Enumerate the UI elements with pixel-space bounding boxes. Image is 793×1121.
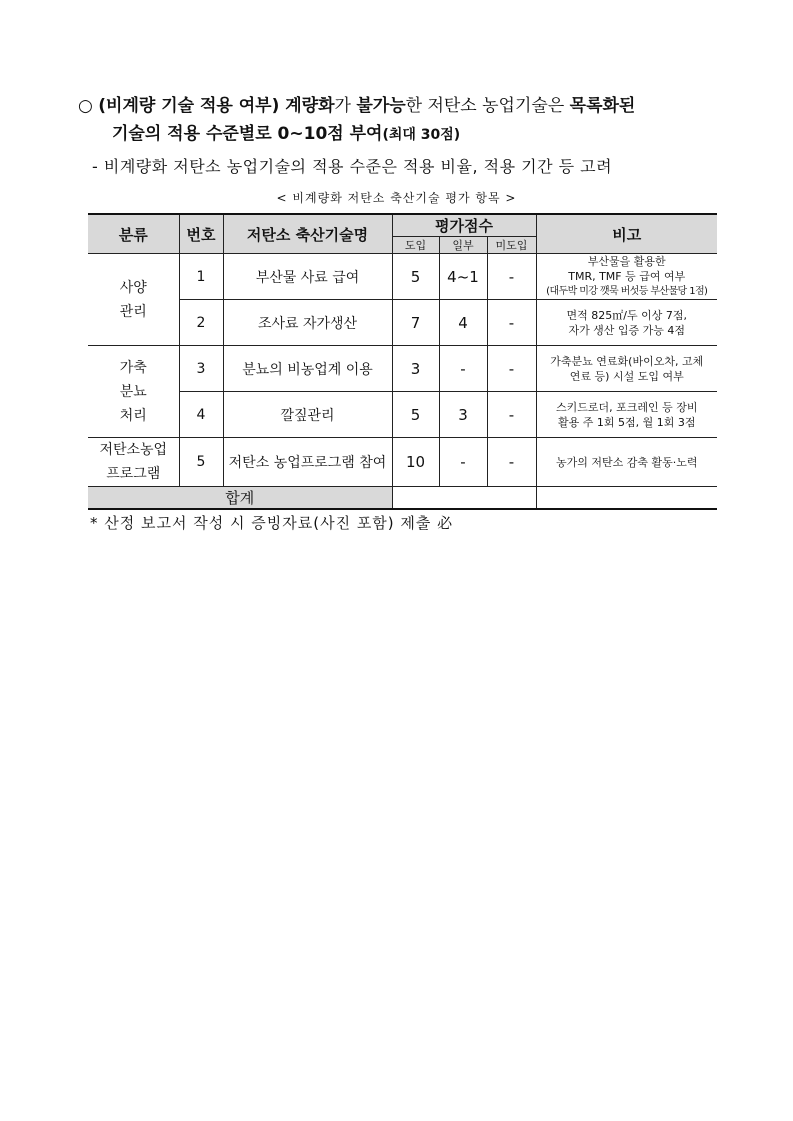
score-partial: -: [439, 438, 487, 487]
footnote: * 산정 보고서 작성 시 증빙자료(사진 포함) 제출 必: [90, 514, 454, 532]
note-cell: [536, 254, 717, 300]
row-number: 2: [179, 300, 223, 346]
score-intro: 3: [392, 346, 439, 392]
table-row: [88, 346, 717, 392]
bullet-emphasis: 불가능: [356, 96, 406, 116]
note-cell: [536, 300, 717, 346]
sub-point: - 비계량화 저탄소 농업기술의 적용 수준은 적용 비율, 적용 기간 등 고려: [92, 157, 613, 176]
note-cell: [536, 438, 717, 487]
note-cell: [536, 346, 717, 392]
score-intro: 5: [392, 392, 439, 438]
note-line: (대두박 미강 깻묵 버섯등 부산물당 1점): [546, 286, 708, 297]
category-cell: [88, 438, 179, 487]
total-score: [392, 487, 536, 510]
note-line: 스키드로더, 포크레인 등 장비: [556, 400, 698, 414]
bullet-line-1: [78, 94, 635, 118]
header-tech-name: 저탄소 축산기술명: [223, 214, 392, 254]
bullet-symbol: ○: [78, 96, 93, 116]
total-note: [536, 487, 717, 510]
tech-name: 분뇨의 비농업계 이용: [223, 346, 392, 392]
total-row: [88, 487, 717, 510]
score-intro: 7: [392, 300, 439, 346]
score-intro: 5: [392, 254, 439, 300]
bullet-emphasis: 목록화된: [569, 96, 636, 116]
score-none: -: [487, 254, 536, 300]
header-score: 평가점수: [392, 214, 536, 237]
header-none: 미도입: [487, 237, 536, 254]
score-none: -: [487, 300, 536, 346]
bullet-emphasis: 기술의 적용 수준별로 0~10점 부여: [112, 124, 383, 144]
total-label: 합계: [88, 487, 392, 510]
bullet-line-2: [112, 122, 460, 147]
score-partial: 4: [439, 300, 487, 346]
note-line: 연료 등) 시설 도입 여부: [569, 369, 684, 383]
table-caption: < 비계량화 저탄소 축산기술 평가 항목 >: [276, 191, 517, 205]
category-label: 저탄소농업 프로그램: [99, 442, 168, 482]
category-cell: [88, 346, 179, 438]
tech-name: 저탄소 농업프로그램 참여: [223, 438, 392, 487]
header-note: 비고: [536, 214, 717, 254]
tech-name: 부산물 사료 급여: [223, 254, 392, 300]
category-cell: [88, 254, 179, 346]
table-row: [88, 254, 717, 300]
note-line: 자가 생산 입증 가능 4점: [568, 323, 686, 337]
score-partial: 3: [439, 392, 487, 438]
note-line: 농가의 저탄소 감축 활동·노력: [556, 455, 698, 469]
note-line: 활용 주 1회 5점, 월 1회 3점: [558, 415, 696, 429]
score-partial: -: [439, 346, 487, 392]
score-none: -: [487, 392, 536, 438]
bullet-heading: (비계량 기술 적용 여부) 계량화: [98, 96, 335, 116]
bullet-max-score: (최대 30점): [382, 127, 461, 143]
score-partial: 4~1: [439, 254, 487, 300]
bullet-text: 한 저탄소 농업기술은: [405, 96, 570, 116]
note-line: 면적 825㎡/두 이상 7점,: [566, 308, 687, 322]
row-number: 3: [179, 346, 223, 392]
evaluation-table: [88, 213, 717, 510]
score-none: -: [487, 438, 536, 487]
bullet-text: 가: [334, 96, 357, 116]
note-line: TMR, TMF 등 급여 여부: [568, 270, 686, 283]
score-intro: 10: [392, 438, 439, 487]
table-row: [88, 392, 717, 438]
category-label: 가축 분뇨 처리: [119, 359, 147, 424]
category-label: 사양 관리: [119, 279, 147, 320]
header-intro: 도입: [392, 237, 439, 254]
note-line: 가축분뇨 연료화(바이오차, 고체: [550, 354, 704, 368]
score-none: -: [487, 346, 536, 392]
row-number: 5: [179, 438, 223, 487]
row-number: 4: [179, 392, 223, 438]
header-partial: 일부: [439, 237, 487, 254]
note-cell: [536, 392, 717, 438]
table-row: [88, 300, 717, 346]
tech-name: 조사료 자가생산: [223, 300, 392, 346]
table-row: [88, 438, 717, 487]
header-category: 분류: [88, 214, 179, 254]
note-line: 부산물을 활용한: [587, 255, 666, 268]
header-number: 번호: [179, 214, 223, 254]
tech-name: 깔짚관리: [223, 392, 392, 438]
row-number: 1: [179, 254, 223, 300]
